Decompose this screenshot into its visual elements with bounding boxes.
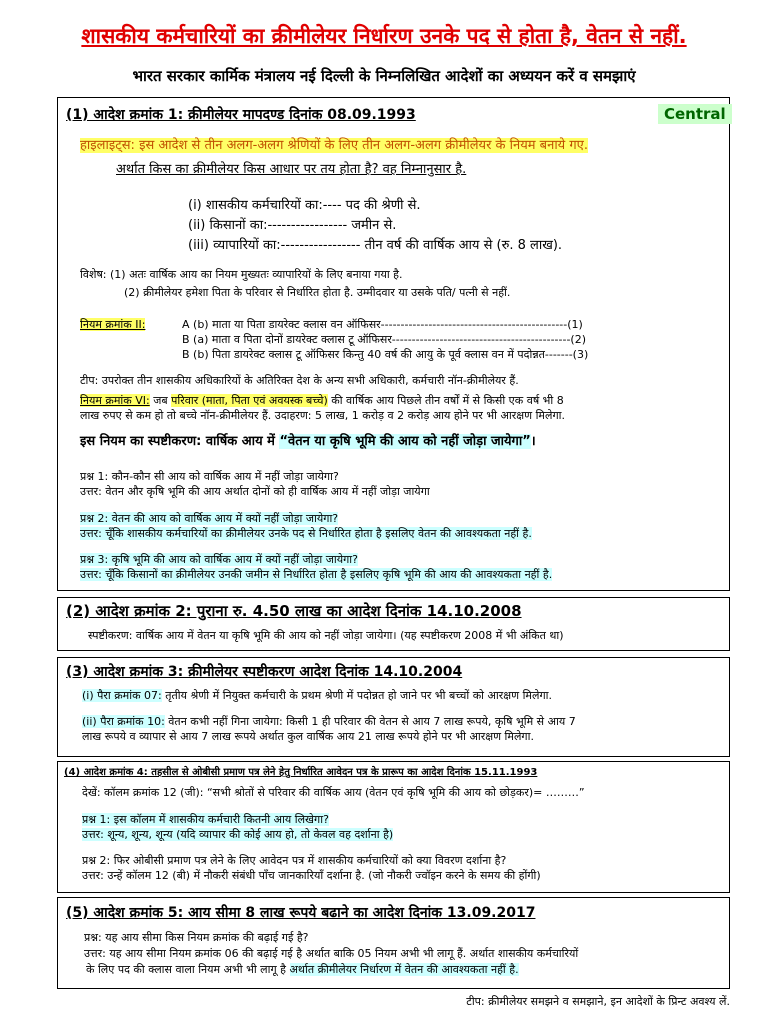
order-2-heading: (2) आदेश क्रमांक 2: पुराना रु. 4.50 लाख का आदेश दिनांक 14.10.2008 xyxy=(66,602,522,620)
order-5-answer-line-1: उत्तर: यह आय सीमा नियम क्रमांक 06 की बढ़ाई गई है अर्थात बाकि 05 नियम अभी भी लागू हैं. अर्थात शासकीय कर्मचारियों xyxy=(84,947,579,960)
para-7: (i) पैरा क्रमांक 07: तृतीय श्रेणी में नियुक्त कर्मचारी के प्रथम श्रेणी में पदोन्नत हो जाने पर भी बच्चों को आरक्षण मिलेगा. xyxy=(82,689,553,702)
question-3: प्रश्न 3: कृषि भूमि की आय को वार्षिक आय में क्यों नहीं जोड़ा जायेगा? xyxy=(80,553,358,566)
order-4-question-1: प्रश्न 1: इस कॉलम में शासकीय कर्मचारी कितनी आय लिखेगा? xyxy=(82,813,329,826)
question-2: प्रश्न 2: वेतन की आय को वार्षिक आय में क्यों नहीं जोड़ा जायेगा? xyxy=(80,512,339,525)
order-2-section xyxy=(57,597,730,651)
order-3-section xyxy=(57,657,730,757)
order-2-clarification: स्पष्टीकरण: वार्षिक आय में वेतन या कृषि भूमि की आय को नहीं जोड़ा जायेगा। (यह स्पष्टीकरण 2008 में भी अंकित था) xyxy=(88,629,564,642)
answer-1: उत्तर: वेतन और कृषि भूमि की आय अर्थात दोनों को ही वार्षिक आय में नहीं जोड़ा जायेगा xyxy=(80,485,430,498)
order-3-heading: (3) आदेश क्रमांक 3: क्रीमीलेयर स्पष्टीकरण आदेश दिनांक 14.10.2004 xyxy=(66,664,463,680)
order-4-answer-1: उत्तर: शून्य, शून्य, शून्य (यदि व्यापार की कोई आय हो, तो केवल वह दर्शाना है) xyxy=(82,828,394,841)
answer-3: उत्तर: चूँकि किसानों का क्रीमीलेयर उनकी जमीन से निर्धारित होता है इसलिए कृषि भूमि की आय की आवश्यकता नहीं है. xyxy=(80,568,553,581)
central-badge: Central xyxy=(658,104,732,124)
rule-6-line-1: नियम क्रमांक VI: जब परिवार (माता, पिता एवं अवयस्क बच्चे) की वार्षिक आय पिछले तीन वर्षों में से किसी एक वर्ष भी 8 xyxy=(80,394,564,407)
tip-note: टीप: उपरोक्त तीन शासकीय अधिकारियों के अतिरिक्त देश के अन्य सभी अधिकारी, कर्मचारी नॉन-क्रीमीलेयर हैं. xyxy=(80,374,519,387)
para-10-line-1: (ii) पैरा क्रमांक 10: वेतन कभी नहीं गिना जायेगा: किसी 1 ही परिवार की वेतन से आय 7 लाख रूपये, कृषि भूमि से आय 7 xyxy=(82,715,576,728)
rule-2-label: नियम क्रमांक II: xyxy=(80,318,146,331)
category-farmers: (ii) किसानों का:----------------- जमीन से. xyxy=(188,218,397,233)
answer-2: उत्तर: चूँकि शासकीय कर्मचारियों का क्रीमीलेयर उनके पद से निर्धारित होता है इसलिए वेतन की आवश्यकता नहीं है. xyxy=(80,527,532,540)
rule-2-item-1: A (b) माता या पिता डायरेक्ट क्लास वन ऑफिसर-----------------------------------------------(1) xyxy=(182,318,583,331)
order-4-question-2: प्रश्न 2: फिर ओबीसी प्रमाण पत्र लेने के लिए आवेदन पत्र में शासकीय कर्मचारियों को क्या विवरण दर्शाना है? xyxy=(82,854,507,867)
basis-question: अर्थात किस का क्रीमीलेयर किस आधार पर तय होता है? वह निम्नानुसार है. xyxy=(116,162,467,177)
order-1-section xyxy=(57,97,730,591)
order-5-section xyxy=(57,897,730,989)
page-subtitle: भारत सरकार कार्मिक मंत्रालय नई दिल्ली के निम्नलिखित आदेशों का अध्ययन करें व समझाएं xyxy=(132,67,636,85)
order-5-answer-line-2: के लिए पद की क्लास वाला नियम अभी भी लागू है अर्थात क्रीमीलेयर निर्धारण में वेतन की आवश्यकता नहीं है. xyxy=(86,963,519,976)
rule-6-line-2: लाख रुपए से कम हो तो बच्चे नॉन-क्रीमीलेयर हैं. उदाहरण: 5 लाख, 1 करोड़ व 2 करोड़ आय होने पर भी आरक्षण मिलेगा. xyxy=(80,409,565,422)
order-4-heading: (4) आदेश क्रमांक 4: तहसील से ओबीसी प्रमाण पत्र लेने हेतु निर्धारित आवेदन पत्र के प्रारूप का आदेश दिनांक 15.11.1993 xyxy=(64,767,538,778)
category-govt-employees: (i) शासकीय कर्मचारियों का:---- पद की श्रेणी से. xyxy=(188,198,421,213)
para-10-line-2: लाख रूपये व व्यापार से आय 7 लाख रूपये अर्थात कुल वार्षिक आय 21 लाख रूपये होने पर भी आरक्षण मिलेगा. xyxy=(82,730,534,743)
order-5-heading: (5) आदेश क्रमांक 5: आय सीमा 8 लाख रूपये बढाने का आदेश दिनांक 13.09.2017 xyxy=(66,905,536,921)
special-note-2: (2) क्रीमीलेयर हमेशा पिता के परिवार से निर्धारित होता है. उम्मीदवार या उसके पति/ पत्नी से नहीं. xyxy=(124,286,511,299)
category-traders: (iii) व्यापारियों का:----------------- तीन वर्ष की वार्षिक आय से (रु. 8 लाख). xyxy=(188,238,563,253)
rule-2-item-2: B (a) माता व पिता दोनों डायरेक्ट क्लास टू ऑफिसर---------------------------------------------(2) xyxy=(182,333,587,346)
highlights: हाइलाइट्स: इस आदेश से तीन अलग-अलग श्रेणियों के लिए तीन अलग-अलग क्रीमीलेयर के नियम बनाये गए. xyxy=(80,138,588,153)
rule-2-item-3: B (b) पिता डायरेक्ट क्लास टू ऑफिसर किन्तु 40 वर्ष की आयु के पूर्व क्लास वन में पदोन्नत-------(3) xyxy=(182,348,589,361)
order-4-section xyxy=(57,761,730,893)
footer-note: टीप: क्रीमीलेयर समझने व समझाने, इन आदेशों के प्रिन्ट अवश्य लें. xyxy=(466,995,730,1008)
rule-clarification: इस नियम का स्पष्टीकरण: वार्षिक आय में “वेतन या कृषि भूमि की आय को नहीं जोड़ा जायेगा”। xyxy=(80,434,536,449)
page-title: शासकीय कर्मचारियों का क्रीमीलेयर निर्धारण उनके पद से होता है, वेतन से नहीं. xyxy=(81,24,687,48)
order-4-answer-2: उत्तर: उन्हें कॉलम 12 (बी) में नौकरी संबंधी पाँच जानकारियाँ दर्शाना है. (जो नौकरी ज्वॉइन करने के समय की होंगी) xyxy=(82,869,541,882)
column-12-reference: देखें: कॉलम क्रमांक 12 (जी): “सभी श्रोतों से परिवार की वार्षिक आय (वेतन एवं कृषि भूमि की आय को छोड़कर)= ………” xyxy=(82,786,585,799)
order-1-heading: (1) आदेश क्रमांक 1: क्रीमीलेयर मापदण्ड दिनांक 08.09.1993 xyxy=(66,107,416,123)
order-5-question: प्रश्न: यह आय सीमा किस नियम क्रमांक की बढ़ाई गई है? xyxy=(84,931,309,944)
special-note-1: विशेष: (1) अतः वार्षिक आय का नियम मुख्यतः व्यापारियों के लिए बनाया गया है. xyxy=(80,268,403,281)
question-1: प्रश्न 1: कौन-कौन सी आय को वार्षिक आय में नहीं जोड़ा जायेगा? xyxy=(80,470,339,483)
